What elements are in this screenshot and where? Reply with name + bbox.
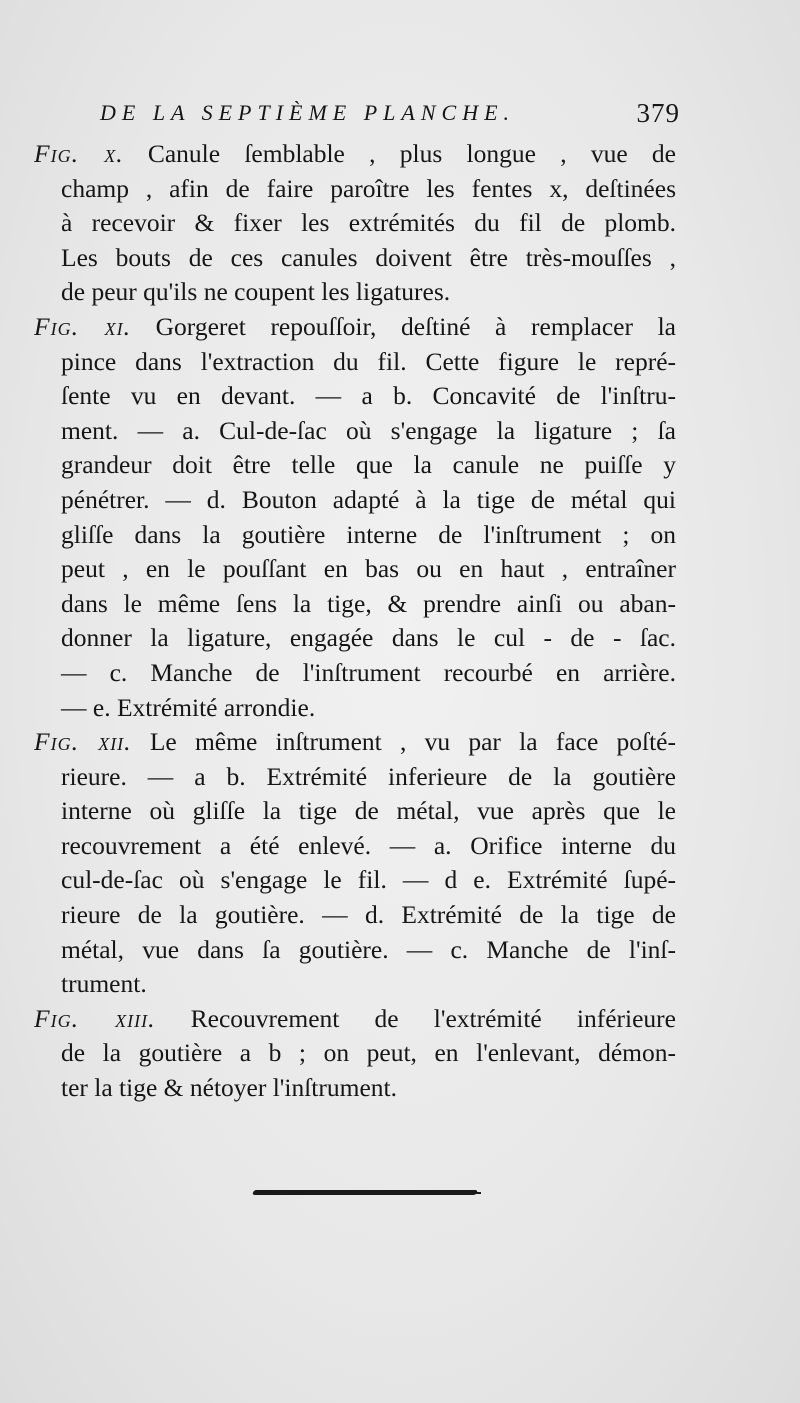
figure-entry-xii: [34, 725, 676, 1002]
entry-line: gliſſe dans la goutière interne de l'inſtrument ; on: [61, 519, 676, 549]
entry-line: interne où gliſſe la tige de métal, vue après que le: [61, 796, 676, 826]
entry-line: de peur qu'ils ne coupent les ligatures.: [61, 277, 451, 307]
entry-line: donner la ligature, engagée dans le cul - de - ſac.: [61, 623, 676, 653]
entry-line: — c. Manche de l'inſtrument recourbé en arrière.: [61, 657, 676, 687]
entry-text: Le même inſtrument , vu par la face poſté-: [149, 727, 676, 757]
figure-entry-xi: [34, 310, 676, 725]
entry-line: rieure. — a b. Extrémité inferieure de la goutière: [61, 761, 676, 791]
plate-legend: [34, 137, 676, 1106]
entry-line: pince dans l'extraction du fil. Cette figure le repré-: [61, 346, 676, 376]
entry-line: grandeur doit être telle que la canule ne puiſſe y: [61, 450, 676, 480]
entry-line: ſente vu en devant. — a b. Concavité de l'inſtru-: [61, 381, 676, 411]
entry-line: [34, 725, 676, 760]
entry-line: métal, vue dans ſa goutière. — c. Manche de l'inſ-: [61, 934, 676, 964]
figure-entry-x: [34, 137, 676, 310]
entry-line: recouvrement a été enlevé. — a. Orifice interne du: [61, 830, 676, 860]
running-title: DE LA SEPTIÈME PLANCHE.: [100, 100, 516, 125]
running-head: [100, 100, 680, 134]
entry-text: Recouvrement de l'extrémité inférieure: [190, 1003, 676, 1033]
entry-line: trument.: [61, 969, 147, 999]
entry-line: dans le même ſens la tige, & prendre ainſi ou aban-: [61, 588, 676, 618]
entry-line: peut , en le pouſſant en bas ou en haut , entraîner: [61, 554, 676, 584]
entry-line: champ , afin de faire paroître les fentes x, deſtinées: [61, 173, 676, 203]
entry-text: Gorgeret repouſſoir, deſtiné à remplacer la: [155, 311, 676, 341]
entry-line: — e. Extrémité arrondie.: [61, 692, 316, 722]
figure-entry-xiii: [34, 1002, 676, 1106]
entry-line: [34, 310, 676, 345]
page-number: 379: [636, 98, 680, 128]
entry-line: à recevoir & fixer les extrémités du fil de plomb.: [61, 208, 676, 238]
entry-line: pénétrer. — d. Bouton adapté à la tige de métal qui: [61, 484, 676, 514]
entry-line: [34, 1002, 676, 1037]
entry-line: ter la tige & nétoyer l'inſtrument.: [61, 1073, 397, 1103]
entry-line: ment. — a. Cul-de-ſac où s'engage la ligature ; ſa: [61, 415, 676, 445]
entry-line: [34, 137, 676, 172]
figure-label: Fig. xii.: [34, 727, 132, 757]
entry-line: de la goutière a b ; on peut, en l'enlevant, démon-: [61, 1038, 676, 1068]
entry-line: cul-de-ſac où s'engage le fil. — d e. Extrémité ſupé-: [61, 865, 676, 895]
figure-label: Fig. x.: [34, 139, 124, 168]
figure-label: Fig. xi.: [34, 311, 131, 341]
entry-text: Canule ſemblable , plus longue , vue de: [147, 139, 676, 168]
entry-line: Les bouts de ces canules doivent être très-mouſſes ,: [61, 242, 676, 272]
end-rule-tail: [457, 1192, 481, 1194]
figure-label: Fig. xiii.: [34, 1003, 156, 1033]
entry-line: rieure de la goutière. — d. Extrémité de la tige de: [61, 900, 676, 930]
end-rule: [252, 1190, 478, 1195]
